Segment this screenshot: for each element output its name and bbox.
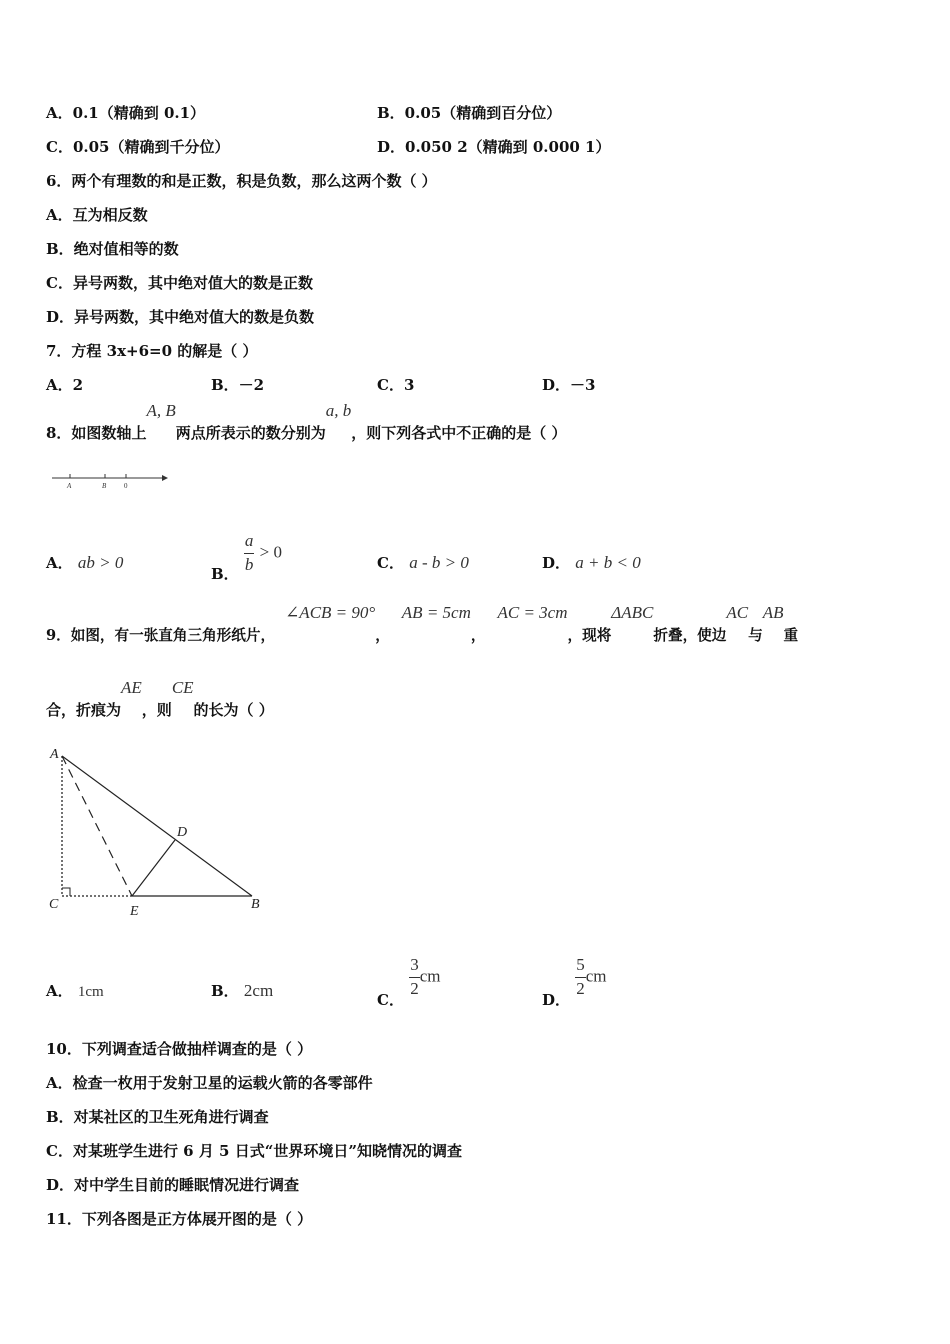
q9-angle: ∠ACB = 90° (285, 603, 376, 622)
q7-stem: 7．方程 3x+6=0 的解是（ ） (46, 342, 258, 360)
q9-with: 与 (748, 627, 763, 644)
q8-option-b-denominator: b (244, 554, 254, 574)
q8-option-c-label: C． (377, 554, 404, 572)
q9-mid: ，现将 (567, 627, 612, 644)
q10-stem: 10．下列调查适合做抽样调查的是（ ） (46, 1040, 313, 1058)
q9-option-d (542, 954, 607, 1010)
q9-stem-prefix: 9．如图，有一张直角三角形纸片， (46, 627, 276, 644)
q9-option-a (46, 980, 104, 1001)
q9-option-c-numerator: 3 (409, 954, 420, 978)
q8-points: A, B (146, 401, 176, 420)
q8-option-d-label: D． (542, 554, 571, 572)
q9-edge-ac: AC (726, 603, 749, 622)
q9-line2-suffix: 的长为（ ） (193, 701, 274, 719)
q6-option-b: B．绝对值相等的数 (46, 240, 179, 258)
vertex-label-b: B (251, 897, 260, 912)
q6-option-d: D．异号两数，其中绝对值大的数是负数 (46, 308, 315, 326)
q7-option-a: A．2 (46, 376, 84, 394)
q8-option-b-fraction (244, 530, 255, 577)
q8-stem-suffix: ，则下列各式中不正确的是（ ） (351, 424, 567, 442)
q9-crease: AE (121, 678, 142, 697)
axis-label-b: B (102, 482, 107, 490)
q9-stem-line2 (46, 678, 274, 720)
q9-sep1: ， (375, 627, 390, 644)
segment-de (132, 840, 175, 896)
vertex-label-c: C (49, 897, 59, 912)
q7-option-c: C．3 (377, 376, 415, 394)
q9-option-a-label: A． (46, 982, 73, 1000)
q10-option-b: B．对某社区的卫生死角进行调查 (46, 1108, 269, 1126)
q9-triangle: ΔABC (611, 603, 654, 622)
q8-values: a, b (325, 401, 352, 420)
q9-option-d-unit: cm (585, 966, 607, 986)
q8-stem (46, 401, 567, 443)
q8-option-a-expr: ab > 0 (77, 553, 124, 572)
q10-option-d: D．对中学生目前的睡眠情况进行调查 (46, 1176, 300, 1194)
number-line-arrow-icon (162, 475, 168, 481)
q8-option-b (211, 530, 282, 584)
q9-option-d-label: D． (542, 991, 571, 1010)
vertex-label-d: D (177, 825, 188, 840)
q8-stem-middle: 两点所表示的数分别为 (175, 424, 326, 442)
q8-option-a-label: A． (46, 554, 73, 572)
q6-stem: 6．两个有理数的和是正数，积是负数，那么这两个数（ ） (46, 172, 437, 190)
q9-option-c (377, 954, 441, 1010)
edge-ab (62, 756, 252, 896)
q9-option-b-value: 2cm (243, 981, 274, 1000)
q5-option-d: D．0.050 2（精确到 0.000 1） (377, 138, 611, 156)
q8-option-b-label: B． (211, 565, 239, 584)
q10-option-c: C．对某班学生进行 6 月 5 日式“世界环境日”知晓情况的调查 (46, 1142, 462, 1160)
q8-option-b-rest: > 0 (259, 542, 282, 562)
q9-fold: 折叠，使边 (653, 627, 727, 644)
q7-option-d: D．－3 (542, 376, 596, 394)
q9-sep2: ， (470, 627, 486, 644)
q8-option-c-expr: a - b > 0 (409, 553, 469, 572)
q6-option-a: A．互为相反数 (46, 206, 148, 224)
q9-option-a-value: 1cm (77, 984, 104, 1000)
q11-stem: 11．下列各图是正方体展开图的是（ ） (46, 1210, 313, 1228)
q9-option-b (211, 980, 273, 1001)
q9-then: ，则 (141, 701, 172, 719)
q9-option-c-fraction (409, 954, 420, 1001)
q9-stem-line1 (46, 603, 799, 645)
q9-ce: CE (171, 678, 194, 697)
right-angle-mark (62, 888, 70, 896)
crease-ae (62, 756, 132, 896)
q9-option-d-numerator: 5 (575, 954, 586, 978)
q9-ab-length: AB = 5cm (401, 603, 471, 622)
q5-option-b: B．0.05（精确到百分位） (377, 104, 562, 122)
q9-ac-length: AC = 3cm (497, 603, 568, 622)
vertex-label-e: E (130, 904, 139, 919)
q9-option-c-label: C． (377, 991, 404, 1010)
q9-option-c-denominator: 2 (410, 978, 419, 998)
q9-option-d-fraction (575, 954, 586, 1001)
triangle-figure (44, 742, 274, 922)
vertex-label-a: A (50, 747, 59, 762)
q8-stem-prefix: 8．如图数轴上 (46, 424, 147, 442)
q8-option-d-expr: a + b < 0 (575, 553, 641, 572)
number-line-figure (50, 470, 170, 492)
q5-option-c: C．0.05（精确到千分位） (46, 138, 230, 156)
q6-option-c: C．异号两数，其中绝对值大的数是正数 (46, 274, 313, 292)
q9-option-b-label: B． (211, 982, 239, 1000)
q9-option-c-unit: cm (419, 966, 441, 986)
q8-option-b-numerator: a (244, 530, 255, 554)
q9-edge-ab: AB (762, 603, 784, 622)
axis-label-zero: 0 (124, 482, 128, 490)
q8-option-a (46, 552, 123, 573)
q8-option-c (377, 552, 469, 573)
q8-option-d (542, 552, 641, 573)
q9-line2-prefix: 合，折痕为 (46, 701, 122, 719)
q9-overlap: 重 (783, 627, 799, 644)
q5-option-a: A．0.1（精确到 0.1） (46, 104, 206, 122)
axis-label-a: A (67, 482, 72, 490)
q7-option-b: B．－2 (211, 376, 265, 394)
q9-option-d-denominator: 2 (576, 978, 585, 998)
q10-option-a: A．检查一枚用于发射卫星的运载火箭的各零部件 (46, 1074, 373, 1092)
